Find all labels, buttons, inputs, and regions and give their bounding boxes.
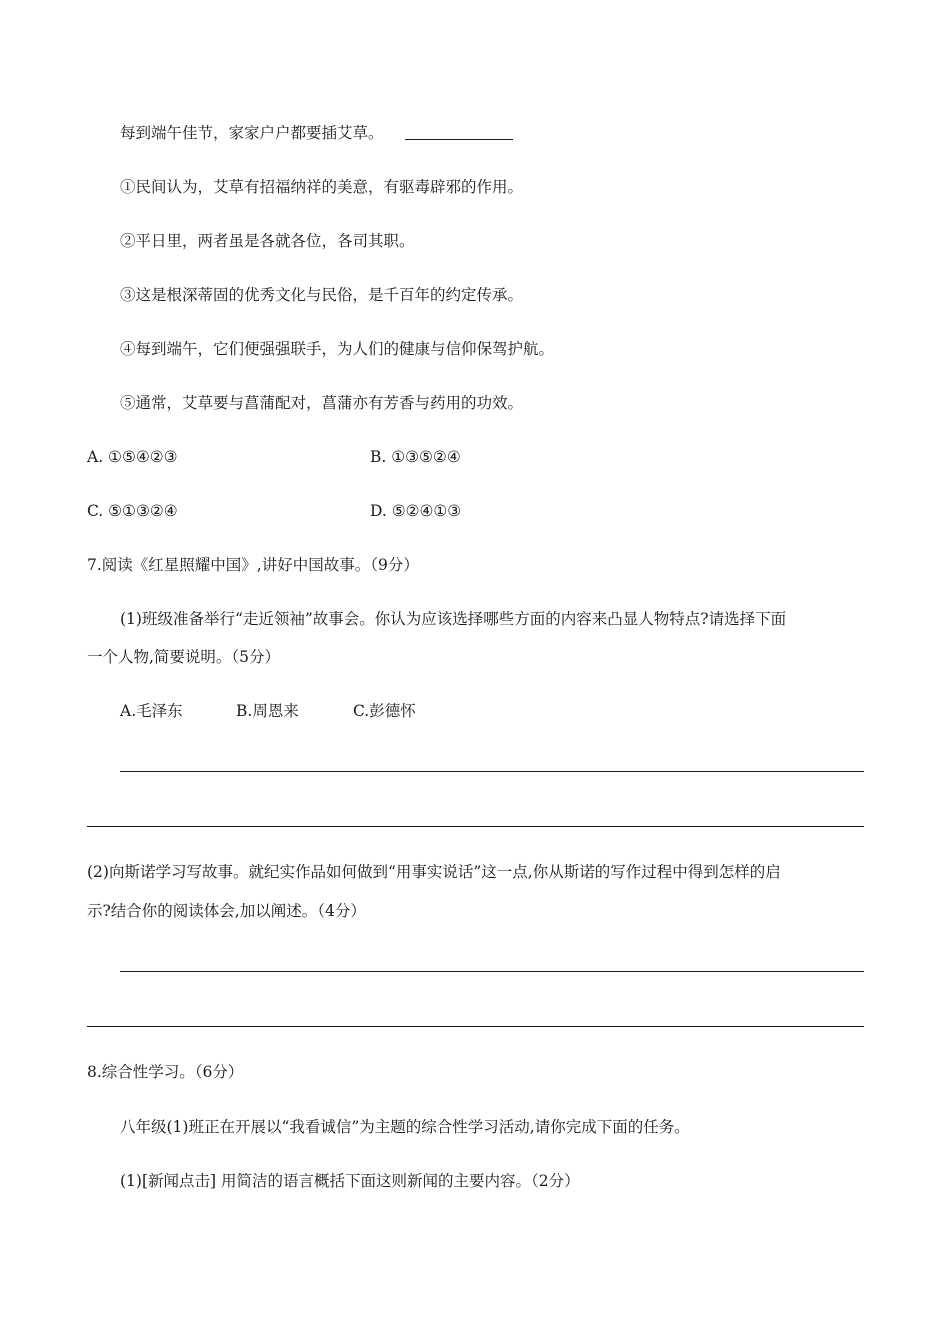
q6-option-c[interactable]: C. ⑤①③②④ xyxy=(87,502,178,520)
q7-part2-answer-line-2[interactable] xyxy=(87,1026,864,1027)
q8-title: 8.综合性学习。（6分） xyxy=(87,1063,244,1081)
q7-choice-a[interactable]: A.毛泽东 xyxy=(120,702,183,720)
q6-sentence-3: ③这是根深蒂固的优秀文化与民俗，是千百年的约定传承。 xyxy=(120,286,524,304)
q7-choice-c[interactable]: C.彭德怀 xyxy=(353,702,416,720)
q7-part2-answer-line-1[interactable] xyxy=(120,971,864,972)
q7-part1-line2: 一个人物,简要说明。（5分） xyxy=(87,648,281,666)
q7-part1-answer-line-1[interactable] xyxy=(120,771,864,772)
q6-option-d[interactable]: D. ⑤②④①③ xyxy=(370,502,462,520)
q6-intro: 每到端午佳节，家家户户都要插艾草。 xyxy=(120,124,384,142)
q8-intro: 八年级(1)班正在开展以“我看诚信”为主题的综合性学习活动,请你完成下面的任务。 xyxy=(120,1118,690,1136)
q6-option-a[interactable]: A. ①⑤④②③ xyxy=(87,448,178,466)
q6-sentence-4: ④每到端午，它们便强强联手，为人们的健康与信仰保驾护航。 xyxy=(120,340,555,358)
q7-part2-line1: (2)向斯诺学习写故事。就纪实作品如何做到“用事实说话”这一点,你从斯诺的写作过程中得到怎样的启 xyxy=(87,863,781,881)
q8-part1: (1)[新闻点击] 用简洁的语言概括下面这则新闻的主要内容。（2分） xyxy=(120,1172,580,1190)
q7-part1-answer-line-2[interactable] xyxy=(87,826,864,827)
q7-part1-line1: (1)班级准备举行“走近领袖”故事会。你认为应该选择哪些方面的内容来凸显人物特点?请选择下面 xyxy=(120,610,787,628)
q6-answer-blank[interactable] xyxy=(405,139,513,140)
q7-title: 7.阅读《红星照耀中国》,讲好中国故事。（9分） xyxy=(87,556,419,574)
q6-sentence-2: ②平日里，两者虽是各就各位，各司其职。 xyxy=(120,232,415,250)
q6-sentence-1: ①民间认为，艾草有招福纳祥的美意，有驱毒辟邪的作用。 xyxy=(120,178,524,196)
q6-option-b[interactable]: B. ①③⑤②④ xyxy=(370,448,461,466)
q7-part2-line2: 示?结合你的阅读体会,加以阐述。（4分） xyxy=(87,902,366,920)
q6-sentence-5: ⑤通常，艾草要与菖蒲配对，菖蒲亦有芳香与药用的功效。 xyxy=(120,394,524,412)
q7-choice-b[interactable]: B.周恩来 xyxy=(236,702,299,720)
